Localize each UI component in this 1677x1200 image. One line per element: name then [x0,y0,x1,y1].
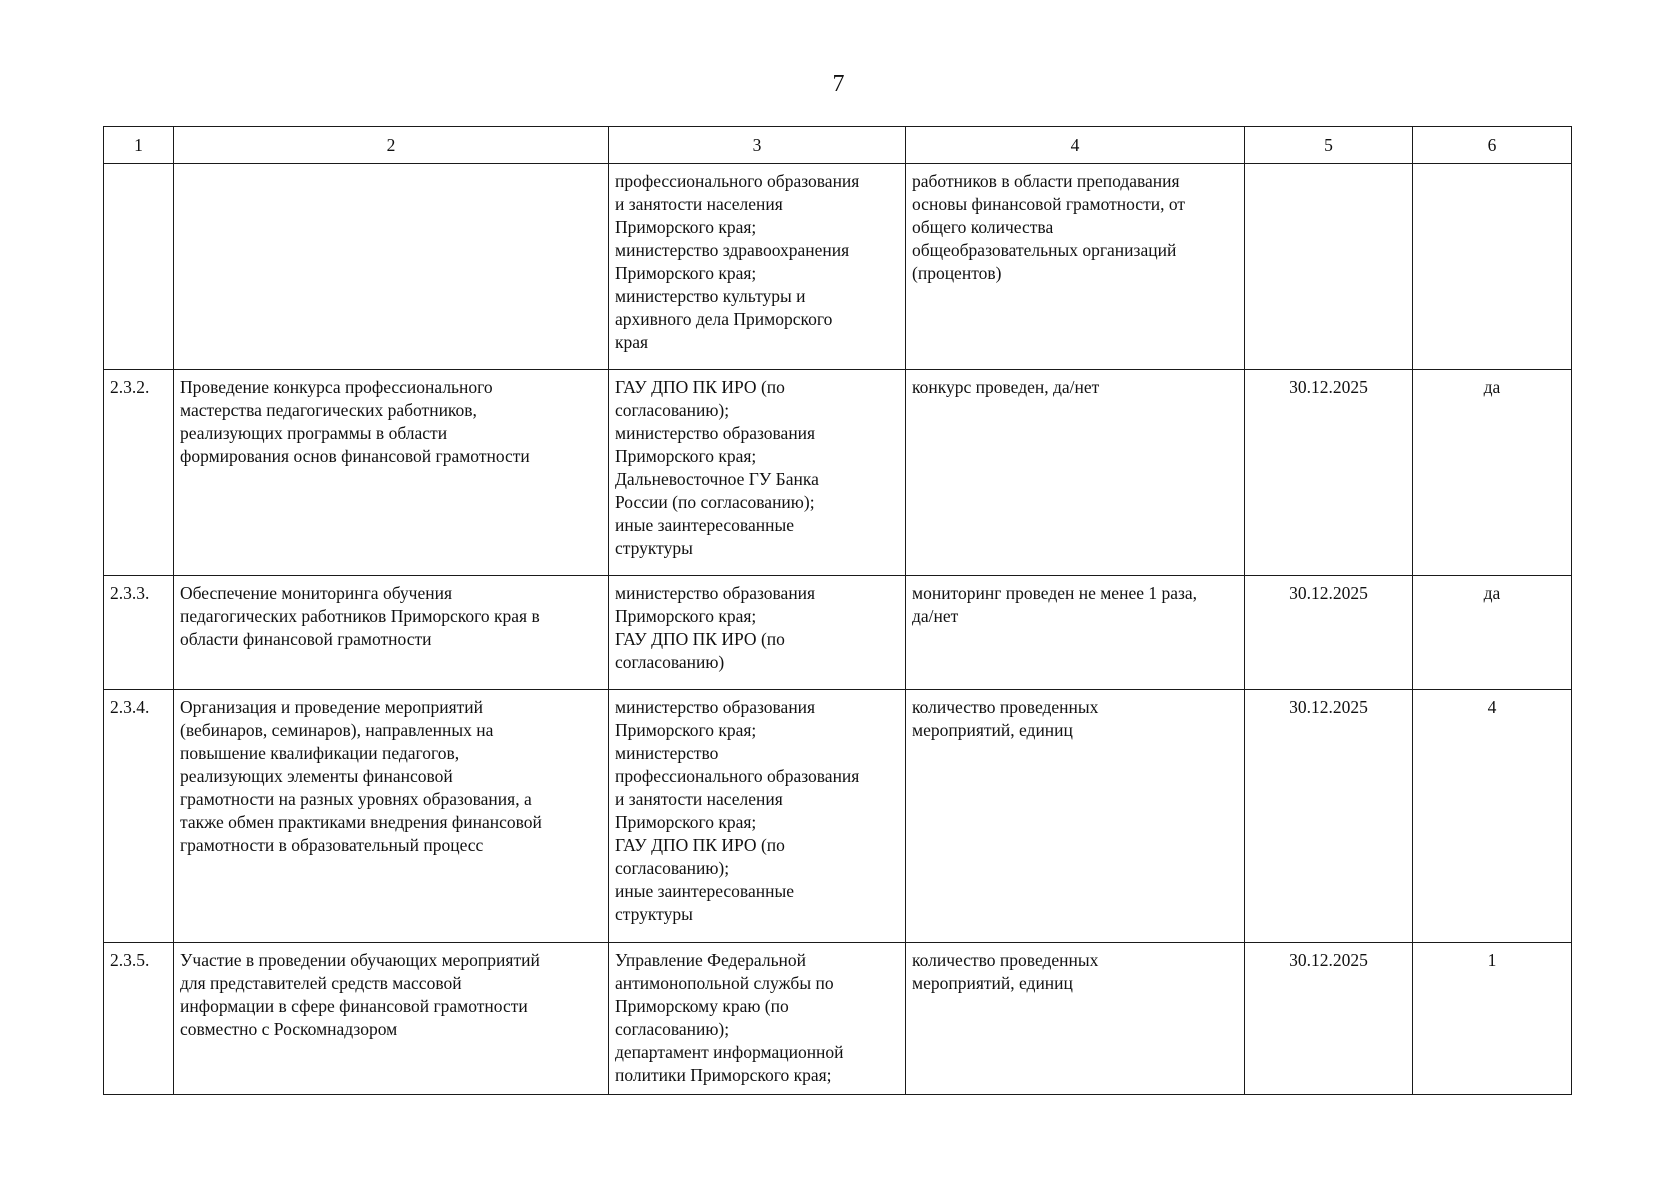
column-header-1: 1 [104,127,174,164]
column-header-4: 4 [906,127,1245,164]
target-value [1413,164,1572,370]
executors: профессионального образования и занятости населения Приморского края; министерство здравоохранения Приморского края; министерство культуры и архивного дела Приморского края [609,164,906,370]
table-row [104,943,1572,1095]
row-number: 2.3.4. [104,690,174,943]
target-value: 1 [1413,943,1572,1095]
table-row [104,576,1572,690]
plan-table [103,126,1572,1095]
indicator: количество проведенных мероприятий, единиц [906,690,1245,943]
row-number: 2.3.2. [104,370,174,576]
event-description [174,164,609,370]
target-value: да [1413,370,1572,576]
executors: ГАУ ДПО ПК ИРО (по согласованию); министерство образования Приморского края; Дальневосточное ГУ Банка России (по согласованию); иные заинтересованные структуры [609,370,906,576]
table-header-row [104,127,1572,164]
table-row [104,690,1572,943]
deadline-date: 30.12.2025 [1245,690,1413,943]
target-value: да [1413,576,1572,690]
row-number [104,164,174,370]
event-description: Проведение конкурса профессионального мастерства педагогических работников, реализующих программы в области формирования основ финансовой грамотности [174,370,609,576]
executors: министерство образования Приморского края; министерство профессионального образования и занятости населения Приморского края; ГАУ ДПО ПК ИРО (по согласованию); иные заинтересованные структуры [609,690,906,943]
event-description: Обеспечение мониторинга обучения педагогических работников Приморского края в области финансовой грамотности [174,576,609,690]
column-header-6: 6 [1413,127,1572,164]
deadline-date: 30.12.2025 [1245,370,1413,576]
executors: Управление Федеральной антимонопольной службы по Приморскому краю (по согласованию); департамент информационной политики Приморского края; [609,943,906,1095]
executors: министерство образования Приморского края; ГАУ ДПО ПК ИРО (по согласованию) [609,576,906,690]
indicator: количество проведенных мероприятий, единиц [906,943,1245,1095]
deadline-date [1245,164,1413,370]
indicator: мониторинг проведен не менее 1 раза, да/нет [906,576,1245,690]
event-description: Участие в проведении обучающих мероприятий для представителей средств массовой информации в сфере финансовой грамотности совместно с Роскомнадзором [174,943,609,1095]
column-header-5: 5 [1245,127,1413,164]
indicator: работников в области преподавания основы финансовой грамотности, от общего количества общеобразовательных организаций (процентов) [906,164,1245,370]
indicator: конкурс проведен, да/нет [906,370,1245,576]
event-description: Организация и проведение мероприятий (вебинаров, семинаров), направленных на повышение квалификации педагогов, реализующих элементы финансовой грамотности на разных уровнях образования, а также обмен практиками внедрения финансовой грамотности в образовательный процесс [174,690,609,943]
column-header-2: 2 [174,127,609,164]
target-value: 4 [1413,690,1572,943]
deadline-date: 30.12.2025 [1245,576,1413,690]
row-number: 2.3.5. [104,943,174,1095]
column-header-3: 3 [609,127,906,164]
table-row [104,370,1572,576]
page-number: 7 [832,71,845,97]
deadline-date: 30.12.2025 [1245,943,1413,1095]
row-number: 2.3.3. [104,576,174,690]
table-row [104,164,1572,370]
